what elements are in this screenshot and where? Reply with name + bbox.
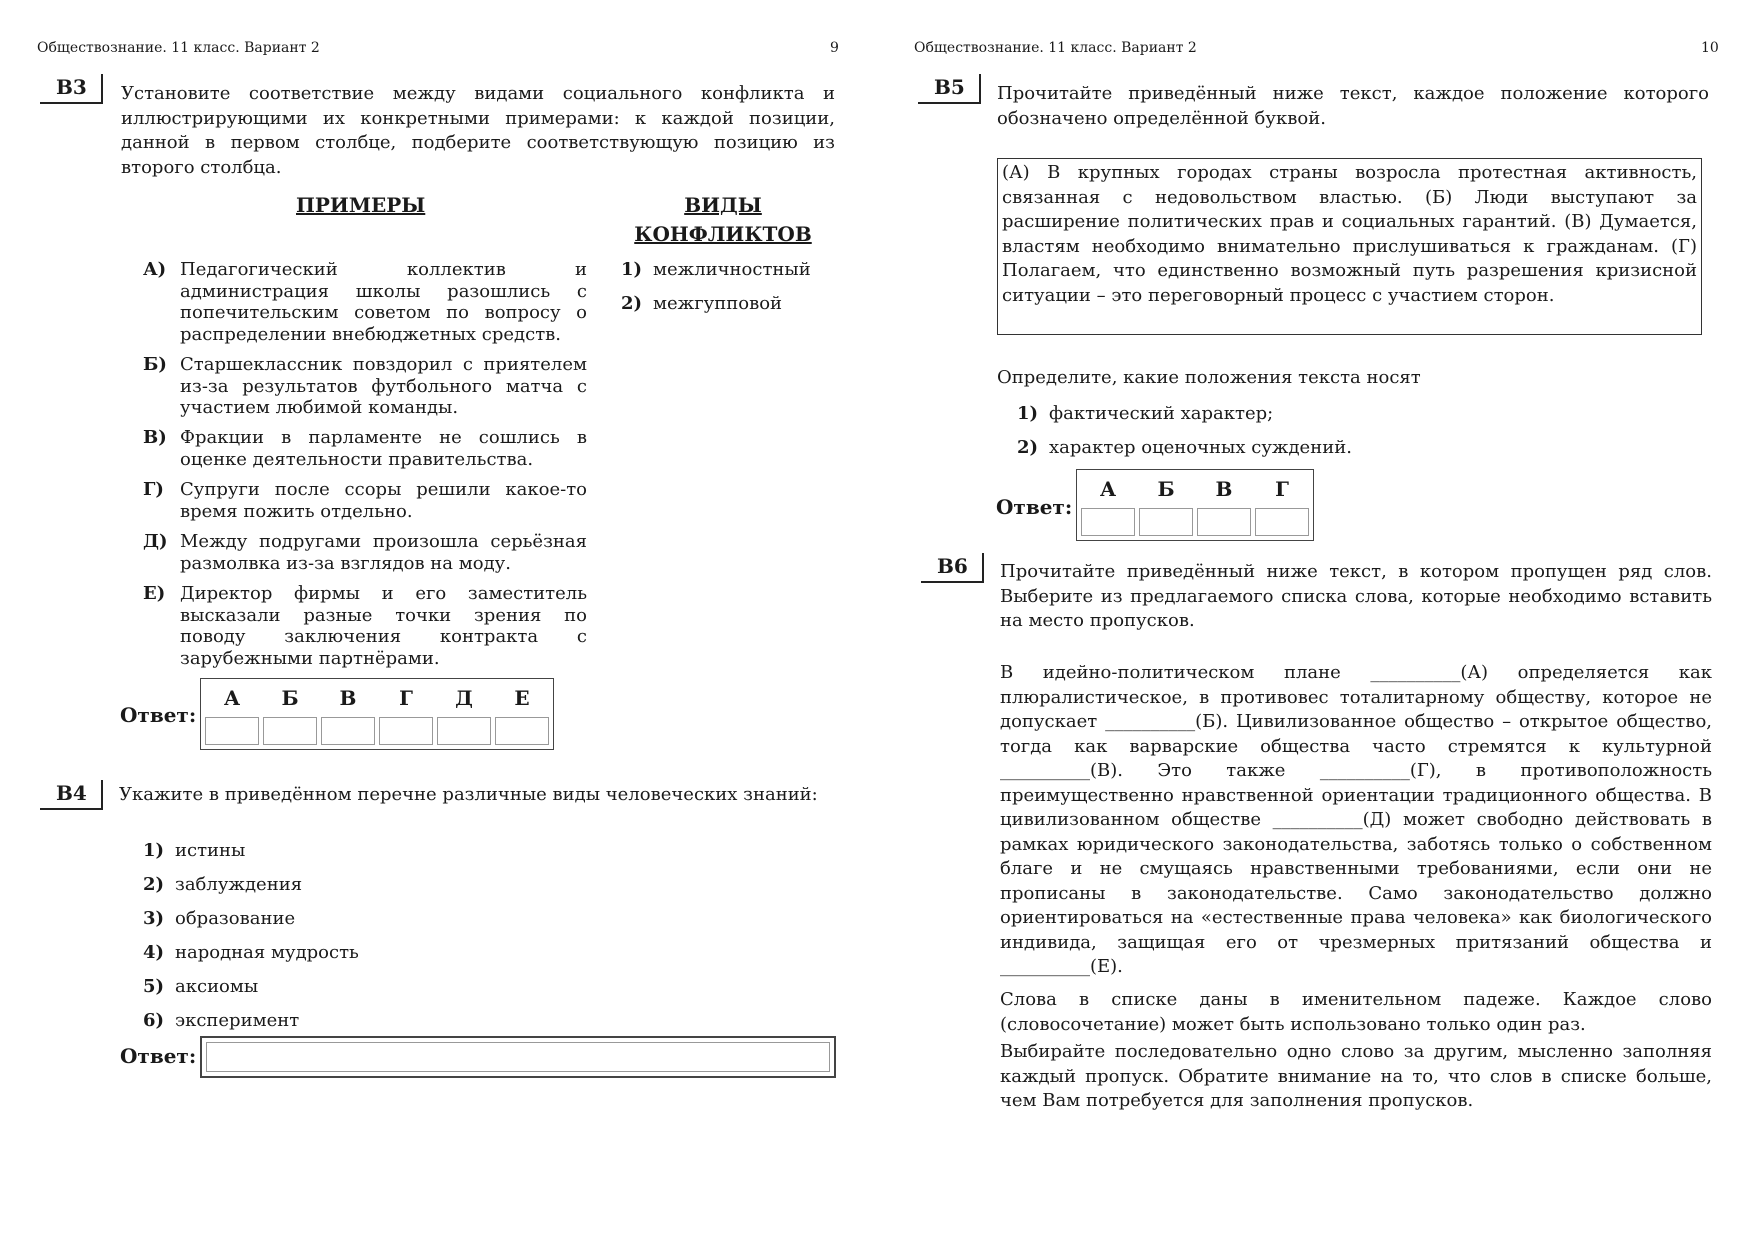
answer-column-header: Б bbox=[1157, 477, 1175, 501]
running-header: Обществознание. 11 класс. Вариант 2 bbox=[37, 40, 320, 56]
example-text: Педагогический коллектив и администрация школы разошлись с попечительским советом по вопросу о распределении внебюджетных средств. bbox=[180, 259, 587, 345]
b6-intro: Прочитайте приведённый ниже текст, в котором пропущен ряд слов. Выберите из предлагаемого списка слова, которые необходимо вставить на место пропусков. bbox=[1000, 561, 1712, 631]
answer-column-header: В bbox=[339, 686, 357, 710]
answer-cell[interactable] bbox=[379, 717, 433, 745]
example-text: Супруги после ссоры решили какое-то время пожить отдельно. bbox=[180, 479, 587, 522]
right-page bbox=[877, 0, 1754, 1239]
example-key: Е) bbox=[143, 583, 166, 604]
answer-column-header: А bbox=[223, 686, 241, 710]
answer-label: Ответ: bbox=[120, 1044, 197, 1068]
answer-column-header: Г bbox=[1275, 477, 1289, 501]
answer-column-header: А bbox=[1099, 477, 1117, 501]
b5-framed-text: (А) В крупных городах страны возросла протестная активность, связанная с недовольством властью. (Б) Люди выступают за расширение политических прав и социальных гарантий. (В) Думается, властям необходимо внимательно прислушиваться к гражданам. (Г) Полагаем, что единственно возможный путь разрешения кризисной ситуации – это переговорный процесс с участием сторон. bbox=[997, 158, 1702, 335]
b3-answer-grid bbox=[200, 678, 554, 750]
question-label-b3: В3 bbox=[40, 74, 103, 104]
b5-answer-grid bbox=[1076, 469, 1314, 541]
answer-column-header: Г bbox=[399, 686, 413, 710]
b4-option: 6) эксперимент bbox=[143, 1010, 300, 1031]
b4-intro: Укажите в приведённом перечне различные виды человеческих знаний: bbox=[119, 784, 818, 805]
answer-cell[interactable] bbox=[1081, 508, 1135, 536]
example-text: Старшеклассник повздорил с приятелем из-за результатов футбольного матча с участием любимой команды. bbox=[180, 354, 587, 418]
b4-option: 2) заблуждения bbox=[143, 874, 303, 895]
answer-column-header: Е bbox=[514, 686, 530, 710]
answer-cell[interactable] bbox=[495, 717, 549, 745]
answer-cell[interactable] bbox=[1255, 508, 1309, 536]
answer-cell[interactable] bbox=[263, 717, 317, 745]
example-text: Директор фирмы и его заместитель высказали разные точки зрения по поводу заключения контракта с зарубежными партнёрами. bbox=[180, 583, 587, 669]
b5-option: 2) характер оценочных суждений. bbox=[1017, 437, 1352, 458]
answer-cell[interactable] bbox=[437, 717, 491, 745]
b4-option: 3) образование bbox=[143, 908, 296, 929]
answer-cell[interactable] bbox=[1197, 508, 1251, 536]
example-key: Д) bbox=[143, 531, 168, 552]
question-label-b5: В5 bbox=[918, 74, 981, 104]
example-text: Фракции в парламенте не сошлись в оценке деятельности правительства. bbox=[180, 427, 587, 470]
b6-note-2: Выбирайте последовательно одно слово за другим, мысленно заполняя каждый пропуск. Обратите внимание на то, что слов в списке больше, чем Вам потребуется для заполнения пропусков. bbox=[1000, 1041, 1712, 1111]
example-key: В) bbox=[143, 427, 167, 448]
answer-label: Ответ: bbox=[996, 495, 1073, 519]
conflict-type-item: 1) межличностный bbox=[621, 259, 811, 280]
b3-intro: Установите соответствие между видами социального конфликта и иллюстрирующими их конкретными примерами: к каждой позиции, данной в первом столбце, подберите соответствующую позицию из второго столбца. bbox=[121, 83, 835, 178]
answer-cell[interactable] bbox=[1139, 508, 1193, 536]
page-number: 9 bbox=[830, 40, 839, 56]
answer-column-header: Б bbox=[281, 686, 299, 710]
running-header: Обществознание. 11 класс. Вариант 2 bbox=[914, 40, 1197, 56]
answer-column-header: Д bbox=[455, 686, 473, 710]
b6-note-1: Слова в списке даны в именительном падеже. Каждое слово (словосочетание) может быть использовано только один раз. bbox=[1000, 989, 1712, 1035]
conflict-type-item: 2) межгупповой bbox=[621, 293, 783, 314]
example-key: А) bbox=[143, 259, 167, 280]
b5-option: 1) фактический характер; bbox=[1017, 403, 1274, 424]
page-number: 10 bbox=[1701, 40, 1719, 56]
b4-option: 1) истины bbox=[143, 840, 246, 861]
b6-passage: В идейно-политическом плане __________(А) определяется как плюралистическое, в противовес тоталитарному обществу, которое не допускает __________(Б). Цивилизованное общество – открытое общество, тогда как варварские общества часто стремятся к культурной __________(В). Это также __________(Г), в противоположность преимущественно нравственной ориентации традиционного общества. В цивилизованном обществе __________(Д) может свободно действовать в рамках юридического законодательства, заботясь только о собственном благе и не смущаясь нравственными требованиями, если они не прописаны в законодательстве. Само законодательство должно ориентироваться на «естественные права человека» как биологического индивида, защищая его от чрезмерных притязаний общества и __________(Е). bbox=[1000, 662, 1712, 977]
b4-option: 4) народная мудрость bbox=[143, 942, 359, 963]
conflict-types-heading: ВИДЫ КОНФЛИКТОВ bbox=[634, 193, 812, 246]
question-label-b4: В4 bbox=[40, 780, 103, 810]
b5-question: Определите, какие положения текста носят bbox=[997, 367, 1421, 388]
example-key: Б) bbox=[143, 354, 167, 375]
answer-column-header: В bbox=[1215, 477, 1233, 501]
examples-heading: ПРИМЕРЫ bbox=[296, 193, 426, 217]
answer-label: Ответ: bbox=[120, 703, 197, 727]
b5-intro: Прочитайте приведённый ниже текст, каждое положение которого обозначено определённой буквой. bbox=[997, 83, 1709, 129]
b4-answer-field[interactable] bbox=[200, 1036, 836, 1078]
answer-cell[interactable] bbox=[205, 717, 259, 745]
example-text: Между подругами произошла серьёзная размолвка из-за взглядов на моду. bbox=[180, 531, 587, 574]
question-label-b6: В6 bbox=[921, 553, 984, 583]
answer-cell[interactable] bbox=[321, 717, 375, 745]
example-key: Г) bbox=[143, 479, 164, 500]
b4-option: 5) аксиомы bbox=[143, 976, 259, 997]
